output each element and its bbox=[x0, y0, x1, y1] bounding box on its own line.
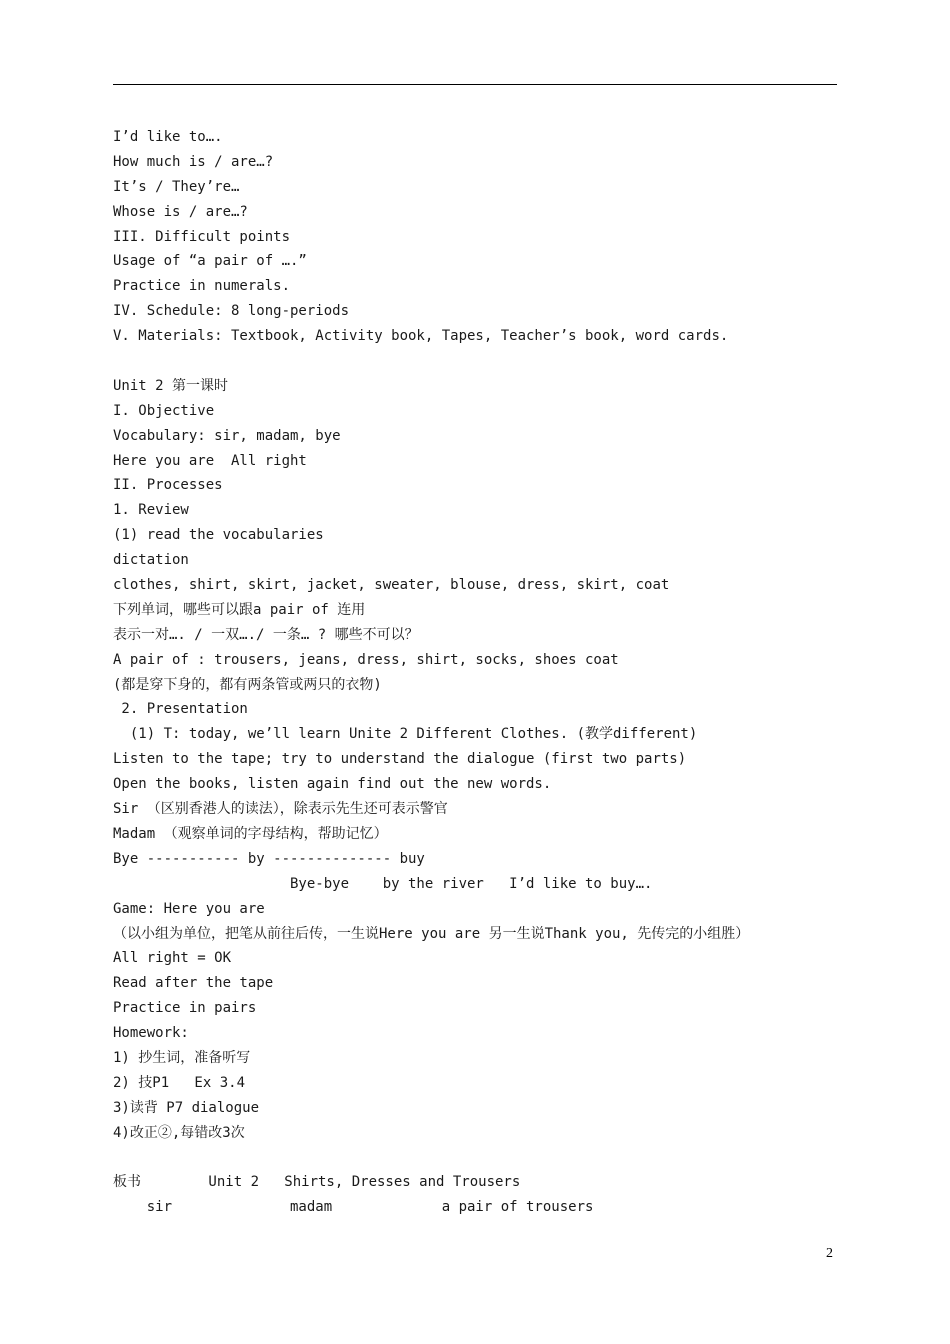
text-line: clothes, shirt, skirt, jacket, sweater, blouse, dress, skirt, coat bbox=[113, 577, 670, 594]
text-line: All right = OK bbox=[113, 950, 232, 967]
text-line: 2) 技P1 Ex 3.4 bbox=[113, 1074, 246, 1091]
text-line: Read after the tape bbox=[113, 975, 274, 992]
text-line: Game: Here you are bbox=[113, 900, 265, 917]
text-line: 1) 抄生词，准备听写 bbox=[113, 1049, 251, 1066]
text-line: V. Materials: Textbook, Activity book, Tapes, Teacher’s book, word cards. bbox=[113, 328, 729, 345]
text-line: 2. Presentation bbox=[113, 701, 248, 718]
text-line: A pair of : trousers, jeans, dress, shirt, socks, shoes coat bbox=[113, 651, 619, 668]
text-line: I. Objective bbox=[113, 402, 215, 419]
text-line: dictation bbox=[113, 552, 189, 569]
text-line: Practice in pairs bbox=[113, 1000, 257, 1017]
text-line: （以小组为单位，把笔从前往后传，一生说Here you are 另一生说Thank you, 先传完的小组胜） bbox=[113, 925, 750, 942]
document-body bbox=[113, 125, 873, 1220]
text-line: 3)读背 P7 dialogue bbox=[113, 1099, 260, 1116]
text-line: Bye ----------- by -------------- buy bbox=[113, 850, 425, 867]
text-line: Open the books, listen again find out the new words. bbox=[113, 776, 552, 793]
text-line: Sir （区别香港人的读法），除表示先生还可表示警官 bbox=[113, 801, 448, 818]
text-line: It’s / They’re… bbox=[113, 178, 240, 195]
text-line: III. Difficult points bbox=[113, 228, 291, 245]
text-line: Usage of “a pair of ….” bbox=[113, 253, 307, 270]
text-line: Whose is / are…? bbox=[113, 203, 248, 220]
text-line: Practice in numerals. bbox=[113, 278, 291, 295]
text-line: IV. Schedule: 8 long-periods bbox=[113, 303, 350, 320]
text-line: 表示一对…. / 一双…./ 一条… ? 哪些不可以？ bbox=[113, 626, 419, 643]
text-line: 下列单词，哪些可以跟a pair of 连用 bbox=[113, 601, 366, 618]
text-line: How much is / are…? bbox=[113, 153, 274, 170]
text-line: (都是穿下身的，都有两条管或两只的衣物) bbox=[113, 676, 382, 693]
text-line bbox=[113, 349, 873, 374]
text-line: 4)改正②,每错改3次 bbox=[113, 1124, 245, 1141]
text-line: Madam （观察单词的字母结构，帮助记忆） bbox=[113, 825, 388, 842]
header-rule bbox=[113, 84, 837, 85]
text-line: Vocabulary: sir, madam, bye bbox=[113, 427, 341, 444]
text-line: (1) T: today, we’ll learn Unite 2 Different Clothes. (教学different) bbox=[113, 726, 698, 743]
text-line: I’d like to…. bbox=[113, 129, 223, 145]
text-line: 板书 Unit 2 Shirts, Dresses and Trousers bbox=[113, 1174, 521, 1191]
text-line: 1. Review bbox=[113, 502, 189, 519]
text-line: Here you are All right bbox=[113, 452, 307, 469]
page-number: 2 bbox=[826, 1246, 833, 1261]
text-line: Unit 2 第一课时 bbox=[113, 377, 229, 394]
text-line: (1) read the vocabularies bbox=[113, 527, 324, 544]
text-line: sir madam a pair of trousers bbox=[113, 1199, 594, 1216]
text-line: Bye-bye by the river I’d like to buy…. bbox=[113, 875, 653, 892]
text-line: Homework: bbox=[113, 1025, 189, 1042]
text-line: Listen to the tape; try to understand the dialogue (first two parts) bbox=[113, 751, 687, 768]
text-line: II. Processes bbox=[113, 477, 223, 494]
text-line bbox=[113, 1146, 873, 1171]
